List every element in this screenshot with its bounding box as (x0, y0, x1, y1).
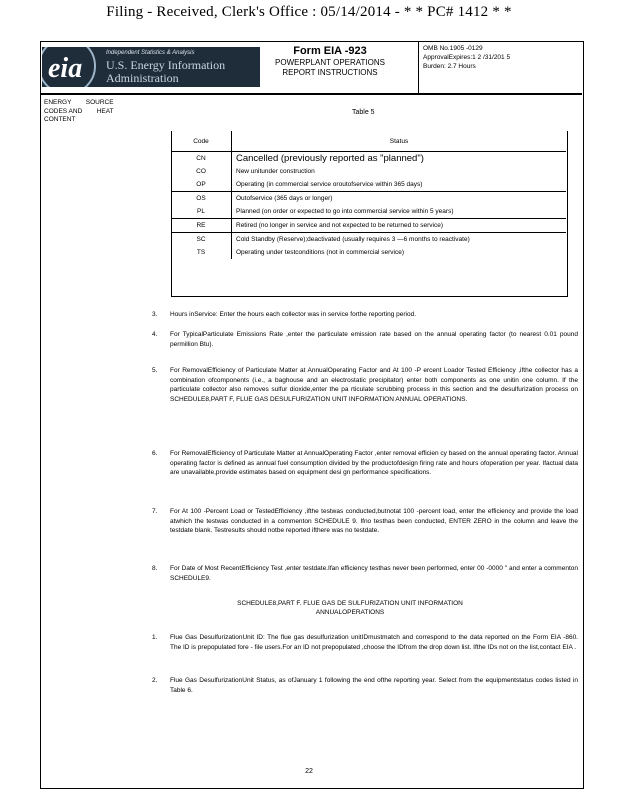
code-cell: CO (171, 165, 232, 178)
code-cell: PL (171, 205, 232, 219)
item-text: For RemovalEfficiency of Particulate Matter at AnnualOperating Factor and At 100 -P ercent Loador Tested Efficiency ,ifthe collector has a combination ofcomponents (i.e., a baghouse and an electrostatic precipitator) enter both components as one unitin one column. If the particulate collector also removes sulfur dioxide,enter the pa rticulate scrubbing process in this section and the desulfurization process on SCHEDULE8,PART F, FLUE GAS DESULFURIZATION UNIT INFORMATION ANNUAL OPERATIONS. (170, 367, 578, 403)
item-number: 8. (152, 565, 158, 572)
status-cell: Planned (on order or expected to go into commercial service within 5 years) (236, 208, 454, 215)
logo-line-2: Administration (106, 71, 179, 85)
item-number: 6. (152, 450, 158, 457)
schedule-heading-line-1: SCHEDULE8,PART F. FLUE GAS DE SULFURIZATION UNIT INFORMATION (237, 600, 463, 607)
item-text: For Date of Most RecentEfficiency Test ,enter testdate.Ifan efficiency testhas never been performed, enter 00 -0000 " and enter a commenton SCHEDULE9. (170, 565, 578, 582)
logo-line-1: U.S. Energy Information (106, 58, 226, 72)
item-number: 5. (152, 367, 158, 374)
form-subtitle-2: REPORT INSTRUCTIONS (282, 68, 378, 77)
item-number: 1. (152, 634, 158, 641)
code-cell: OP (171, 178, 232, 192)
item-text: Hours inService: Enter the hours each collector was in service forthe reporting period. (170, 311, 417, 318)
col-header-code: Code (171, 131, 232, 152)
form-title-block (245, 45, 415, 78)
item-text: For TypicalParticulate Emissions Rate ,enter the particulate emission rate based on the annual operating factor (to nearest 0.01 pound permillion Btu). (170, 331, 578, 348)
table-row (171, 233, 566, 247)
code-cell: OS (171, 192, 232, 206)
code-cell: SC (171, 233, 232, 247)
status-cell: Operating under testconditions (not in commercial service) (236, 249, 404, 256)
table-row (171, 165, 566, 178)
omb-box (418, 41, 582, 93)
schedule-heading-line-2: ANNUALOPERATIONS (315, 609, 385, 616)
item-number: 7. (152, 508, 158, 515)
status-cell: Retired (no longer in service and not expected to be returned to service) (232, 219, 567, 233)
eia-logo (42, 47, 260, 87)
table-row (171, 205, 566, 219)
code-cell: RE (171, 219, 232, 233)
code-cell: TS (171, 246, 232, 259)
status-cell: Cold Standby (Reserve);deactivated (usually requires 3 —6 months to reactivate) (232, 233, 567, 247)
table-row (171, 246, 566, 259)
schedule-heading (200, 599, 500, 617)
item-number: 4. (152, 331, 158, 338)
code-cell: CN (171, 152, 232, 166)
section-label: ENERGY SOURCE CODES AND HEAT CONTENT (44, 99, 114, 123)
omb-burden: Burden: 2.7 Hours (423, 63, 476, 70)
table-title: Table 5 (352, 109, 375, 116)
item-text: For RemovalEfficiency of Particulate Matter at AnnualOperating Factor ,enter removal efficien cy based on the annual operating factor. Annual operating factor is defined as annual fuel consumption divided by the productofdesign firing rate and hours ofoperation per year. Ifactual data are unavailable,provide estimates based on equipment desi gn performance specifications. (170, 450, 578, 476)
status-cell: Cancelled (previously reported as "planned") (236, 153, 424, 164)
status-cell: Operating (in commercial service oroutofservice within 365 days) (236, 181, 423, 188)
status-cell: New unitunder construction (236, 168, 315, 175)
item-text: Flue Gas DesulfurizationUnit Status, as ofJanuary 1 following the end ofthe reporting year. Select from the equipmentstatus codes listed in Table 6. (170, 677, 578, 694)
col-header-status: Status (232, 131, 567, 152)
item-text: Flue Gas DesulfurizationUnit ID: The flue gas desulfurization unitIDmustmatch and correspond to the data reported on the Form EIA -860. The ID is prepopulated fore - file users.For an ID not prepopulated ,choose the IDfrom the drop down list. Ifthe IDs not on the list,contact EIA . (170, 634, 578, 651)
table-row (171, 192, 566, 206)
logo-word: eia (48, 53, 83, 84)
table-header-row (171, 131, 566, 152)
form-subtitle-1: POWERPLANT OPERATIONS (275, 58, 385, 67)
table-row (171, 178, 566, 192)
table-row (171, 219, 566, 233)
item-text: For At 100 -Percent Load or TestedEfficiency ,ifthe testwas conducted,butnotat 100 -percent load, enter the efficiency and provide the load atwhich the testwas conducted in a commenton SCHEDULE 9. Ifno testhas been conducted, ENTER ZERO in the column and leave the testdate blank. Testresults should notbe reported ifthere was no testdate. (170, 508, 578, 534)
logo-tagline: Independent Statistics & Analysis (106, 50, 195, 56)
status-code-table (171, 131, 566, 259)
filing-stamp: Filing - Received, Clerk's Office : 05/14/2014 - * * PC# 1412 * * (106, 4, 512, 20)
omb-expiry: ApprovalExpires:1 2 /31/201 5 (423, 54, 511, 61)
status-cell: Outofservice (365 days or longer) (232, 192, 567, 206)
item-number: 3. (152, 311, 158, 318)
form-title: Form EIA -923 (293, 45, 367, 57)
form-header (40, 41, 582, 95)
table-row (171, 152, 566, 166)
item-number: 2. (152, 677, 158, 684)
page-number: 22 (305, 768, 313, 775)
omb-number: OMB No.1905 -0129 (423, 45, 483, 52)
